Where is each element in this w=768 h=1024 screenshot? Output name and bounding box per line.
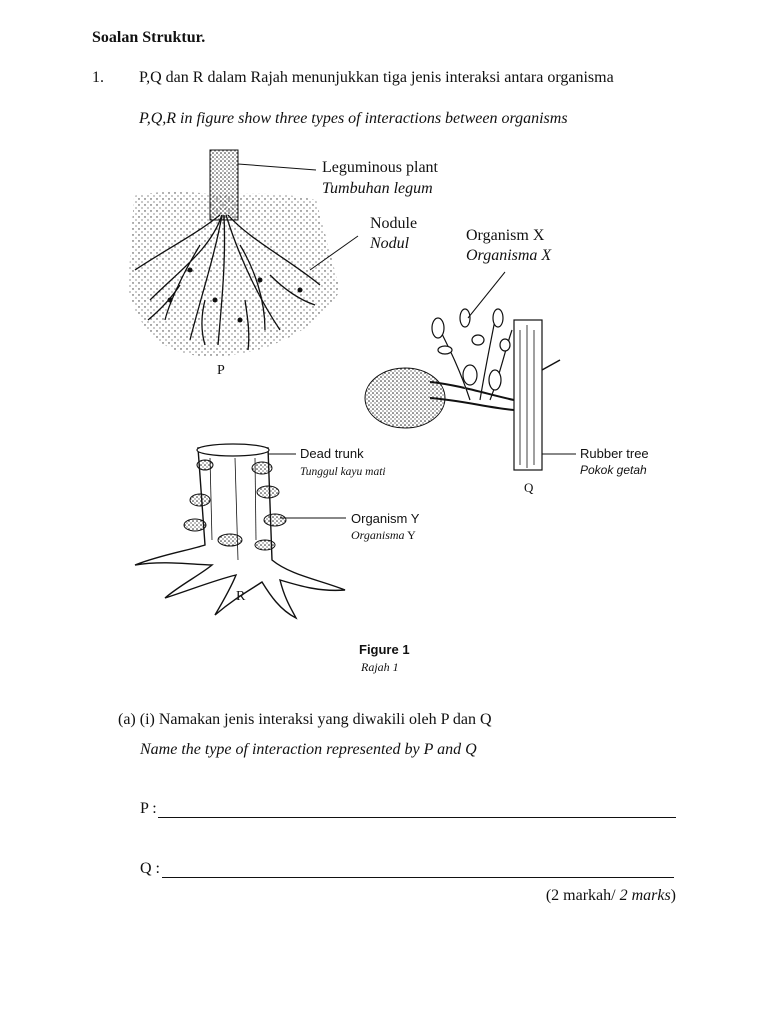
- label-q: Q: [524, 480, 534, 495]
- part-a-sub-question: (i) Namakan jenis interaksi yang diwakili oleh P dan Q: [139, 711, 492, 728]
- label-tunggul-kayu-mati: Tunggul kayu mati: [300, 466, 386, 478]
- label-organisma-y: Organisma Y: [351, 528, 416, 542]
- label-organism-y: Organism Y: [351, 511, 420, 526]
- label-organism-x: Organism X: [466, 227, 545, 244]
- part-a-label: (a): [118, 711, 136, 728]
- figure-caption-malay: Rajah 1: [361, 660, 399, 674]
- label-pokok-getah: Pokok getah: [580, 463, 647, 477]
- question-text-malay: P,Q dan R dalam Rajah menunjukkan tiga jenis interaksi antara organisma: [139, 69, 614, 86]
- label-leguminous-plant: Leguminous plant: [322, 159, 438, 176]
- rubber-tree-drawing: [365, 272, 576, 470]
- answer-q-label: Q :: [140, 860, 160, 877]
- label-rubber-tree: Rubber tree: [580, 446, 649, 461]
- label-dead-trunk: Dead trunk: [300, 446, 364, 461]
- question-text-english: P,Q,R in figure show three types of interactions between organisms: [139, 110, 568, 127]
- label-organisma-x: Organisma X: [466, 247, 552, 264]
- section-heading: Soalan Struktur.: [92, 29, 206, 46]
- part-a-question: [118, 711, 492, 729]
- answer-p-line[interactable]: [158, 817, 676, 818]
- answer-p-label: P :: [140, 800, 157, 817]
- answer-q-line[interactable]: [162, 877, 674, 878]
- part-a-question-english: Name the type of interaction represented by P and Q: [140, 741, 477, 758]
- marks-allocation: (2 markah/ 2 marks): [545, 887, 676, 904]
- figure-caption: Figure 1: [359, 642, 410, 657]
- label-r: R: [236, 589, 246, 604]
- question-number: 1.: [92, 69, 104, 86]
- label-tumbuhan-legum: Tumbuhan legum: [322, 180, 433, 197]
- label-nodul: Nodul: [370, 235, 410, 252]
- label-nodule: Nodule: [370, 215, 418, 232]
- label-p: P: [217, 363, 225, 378]
